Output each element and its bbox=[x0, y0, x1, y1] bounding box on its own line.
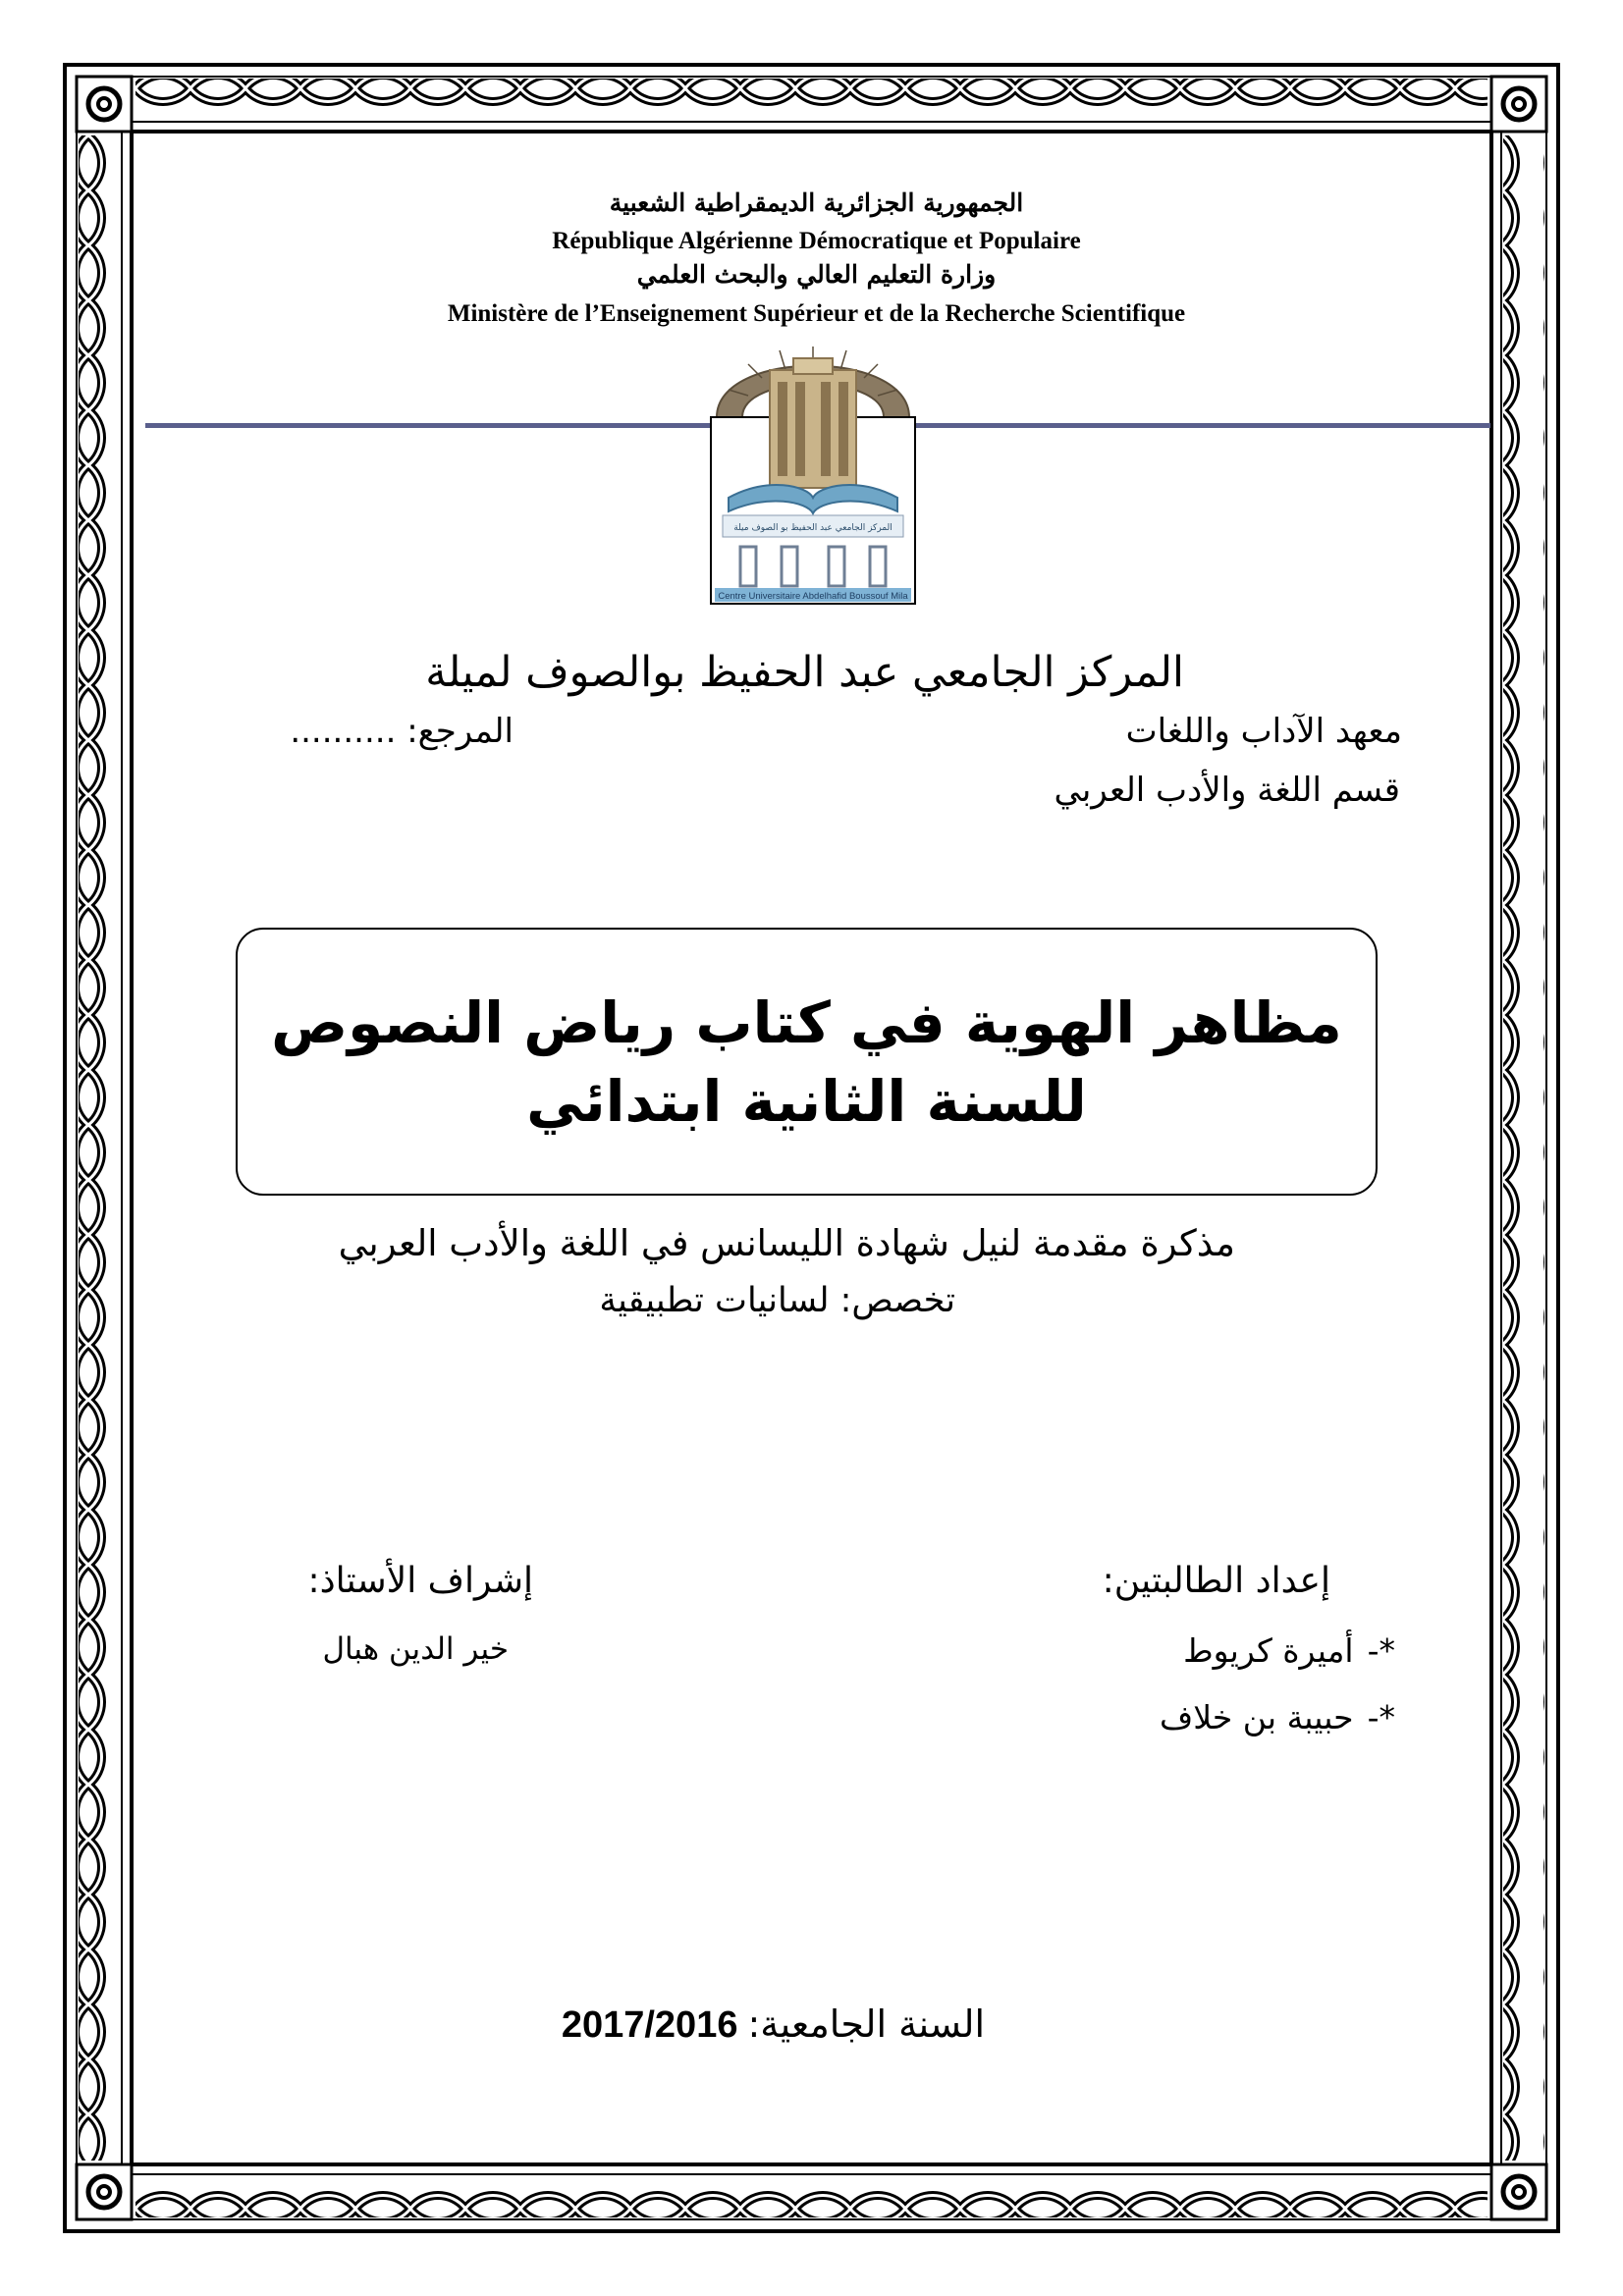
republic-arabic: الجمهورية الجزائرية الديمقراطية الشعبية bbox=[609, 188, 1024, 217]
supervisor-name: خير الدين هبال bbox=[322, 1631, 509, 1667]
reference-field: المرجع: .......... bbox=[290, 712, 514, 751]
institute-name: معهد الآداب واللغات bbox=[1125, 712, 1402, 751]
academic-year-value: 2017/2016 bbox=[561, 2004, 738, 2046]
student-bullet: *- bbox=[1367, 1698, 1395, 1736]
republic-french: République Algérienne Démocratique et Populaire bbox=[552, 228, 1081, 254]
thesis-title-box bbox=[236, 928, 1378, 1196]
logo-caption-french: Centre Universitaire Abdelhafid Boussouf Mila bbox=[718, 591, 908, 602]
academic-year-label: السنة الجامعية: bbox=[747, 2002, 985, 2046]
thesis-title-line2: للسنة الثانية ابتدائي bbox=[526, 1067, 1087, 1135]
ministry-french: Ministère de l’Enseignement Supérieur et de la Recherche Scientifique bbox=[447, 300, 1186, 327]
student-name: حبيبة بن خلاف bbox=[1160, 1698, 1354, 1736]
university-center: المركز الجامعي عبد الحفيظ بوالصوف لميلة bbox=[425, 648, 1184, 697]
student-name: أميرة كريوط bbox=[1183, 1631, 1354, 1670]
students-heading: إعداد الطالبتين: bbox=[1102, 1561, 1330, 1601]
logo-caption-arabic: المركز الجامعي عبد الحفيظ بو الصوف ميلة bbox=[733, 523, 893, 533]
student-bullet: *- bbox=[1367, 1631, 1395, 1670]
department-name: قسم اللغة والأدب العربي bbox=[1054, 771, 1400, 810]
academic-year bbox=[562, 2002, 985, 2047]
university-logo bbox=[709, 319, 917, 606]
student-item bbox=[1183, 1631, 1395, 1670]
supervisor-heading: إشراف الأستاذ: bbox=[307, 1561, 533, 1601]
ministry-arabic: وزارة التعليم العالي والبحث العلمي bbox=[636, 260, 997, 289]
student-item bbox=[1160, 1698, 1395, 1736]
specialty: تخصص: لسانيات تطبيقية bbox=[599, 1281, 955, 1320]
degree-statement: مذكرة مقدمة لنيل شهادة الليسانس في اللغة والأدب العربي bbox=[338, 1222, 1235, 1264]
thesis-title-line1: مظاهر الهوية في كتاب رياض النصوص bbox=[271, 988, 1342, 1056]
